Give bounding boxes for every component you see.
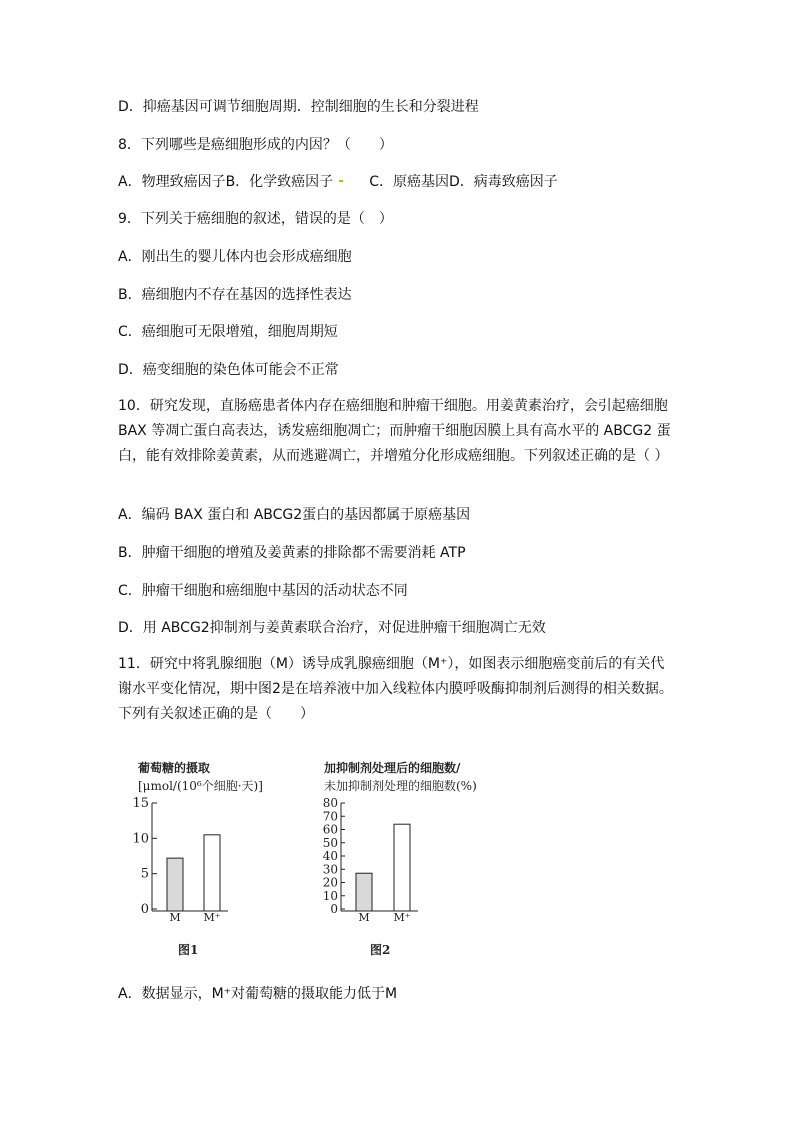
y-tick-label: 5 <box>140 866 149 882</box>
question-7-option-d: D．抑癌基因可调节细胞周期．控制细胞的生长和分裂进程 <box>118 99 479 115</box>
question-11-stem: 11．研究中将乳腺细胞（M）诱导成乳腺癌细胞（M⁺），如图表示细胞癌变前后的有关代谢水平变化情况，期中图2是在培养液中加入线粒体内膜呼吸酶抑制剂后测得的相关数据。下列有关叙述正确的是（ ） <box>118 656 673 722</box>
chart-title: 葡萄糖的摄取 <box>138 761 211 775</box>
question-9-stem: 9．下列关于癌细胞的叙述，错误的是（ ） <box>118 211 393 227</box>
chart-title: 加抑制剂处理后的细胞数/ <box>324 761 461 775</box>
figure-caption: 图2 <box>370 943 391 957</box>
question-10-stem: 10．研究发现，直肠癌患者体内存在癌细胞和肿瘤干细胞。用姜黄素治疗，会引起癌细胞 BAX 等凋亡蛋白高表达，诱发癌细胞凋亡；而肿瘤干细胞因膜上具有高水平的 ABCG2 蛋白，能有效排除姜黄素，从而逃避凋亡，并增殖分化形成癌细胞。下列叙述正确的是（ ） <box>118 398 671 464</box>
y-tick-label: 50 <box>322 835 338 850</box>
y-tick-label: 70 <box>322 809 338 824</box>
y-tick-label: 60 <box>322 822 338 837</box>
y-tick-label: 30 <box>322 862 338 877</box>
category-label: M⁺ <box>393 911 411 924</box>
y-tick-label: 0 <box>140 902 149 917</box>
question-8-options-cd: C．原癌基因D．病毒致癌因子 <box>369 174 558 190</box>
bar-m <box>167 858 183 911</box>
question-9-option-a: A．刚出生的婴儿体内也会形成癌细胞 <box>118 249 352 265</box>
y-axis-label: 未加抑制剂处理的细胞数(%) <box>324 779 477 793</box>
question-10-option-c: C．肿瘤干细胞和癌细胞中基因的活动状态不同 <box>118 583 408 599</box>
bar-m <box>356 873 372 911</box>
y-tick-label: 10 <box>322 888 338 903</box>
y-tick-label: 15 <box>132 796 149 811</box>
question-8-options-ab: A．物理致癌因子B．化学致癌因子 <box>118 174 334 190</box>
figure-1-chart <box>130 756 310 966</box>
question-10-option-a: A．编码 BAX 蛋白和 ABCG2蛋白的基因都属于原癌基因 <box>118 507 471 523</box>
category-label: M <box>358 911 370 924</box>
highlight-mark <box>339 180 343 182</box>
y-tick-label: 40 <box>322 849 338 863</box>
bar-m-plus <box>204 835 220 911</box>
y-axis-label: [μmol/(10⁶个细胞·天)] <box>138 779 263 793</box>
y-tick-label: 20 <box>322 875 338 890</box>
figure-2 <box>310 756 540 966</box>
question-9-option-d: D．癌变细胞的染色体可能会不正常 <box>118 362 339 378</box>
question-9-option-c: C．癌细胞可无限增殖，细胞周期短 <box>118 324 338 340</box>
y-tick-label: 80 <box>322 796 338 810</box>
y-tick-label: 10 <box>132 831 149 847</box>
question-10-option-d: D．用 ABCG2抑制剂与姜黄素联合治疗，对促进肿瘤干细胞凋亡无效 <box>118 620 546 636</box>
question-11-option-a: A．数据显示，M⁺对葡萄糖的摄取能力低于M <box>118 986 398 1002</box>
bar-m-plus <box>394 824 410 911</box>
category-label: M <box>169 911 181 924</box>
question-8-stem: 8．下列哪些是癌细胞形成的内因？（ ） <box>118 137 393 153</box>
y-tick-label: 0 <box>330 902 338 916</box>
figure-1 <box>130 756 310 966</box>
figure-2-chart <box>310 756 540 966</box>
question-8-options <box>118 173 558 191</box>
figure-caption: 图1 <box>178 943 199 957</box>
question-10-option-b: B．肿瘤干细胞的增殖及姜黄素的排除都不需要消耗 ATP <box>118 545 466 561</box>
category-label: M⁺ <box>203 911 221 924</box>
question-9-option-b: B．癌细胞内不存在基因的选择性表达 <box>118 287 352 303</box>
